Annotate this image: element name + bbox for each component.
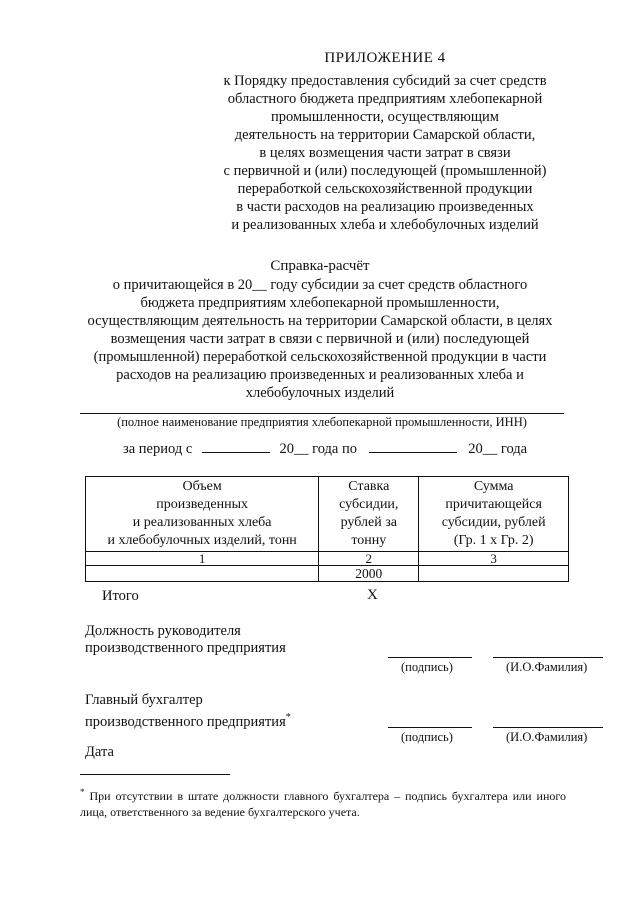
subtitle-line: возмещения части затрат в связи с первичной и (или) последующей [110,331,530,347]
accountant-block [85,692,291,731]
table-row [86,552,569,566]
document-subtitle [70,276,570,402]
period-line [123,438,527,458]
footnote-text: При отсутствии в штате должности главного бухгалтера – подпись бухгалтера или иного лица, ответственного за ведение бухгалтерского учета. [80,789,567,819]
volume-cell[interactable] [86,566,319,582]
annex-line: переработкой сельскохозяйственной продукции [237,181,533,197]
accountant-name-field[interactable] [493,727,603,728]
accountant-signature-field[interactable] [388,727,472,728]
annex-line: областного бюджета предприятиям хлебопекарной [227,91,543,107]
accountant-label: Главный бухгалтер производственного предприятия [85,692,286,730]
header-amount-text: Сумма причитающейся субсидии, рублей (Гр. 1 х Гр. 2) [441,479,546,548]
subtitle-line: (промышленной) переработкой сельскохозяйственной продукции в части [93,349,547,365]
header-rate-text: Ставка субсидии, рублей за тонну [339,479,399,548]
total-mark: Х [367,587,378,603]
annex-line: деятельность на территории Самарской области, [234,127,536,143]
header-volume [86,477,319,552]
accountant-signature-caption: (подпись) [401,730,453,744]
footnote [80,784,566,820]
document-title: Справка-расчёт [270,258,370,274]
period-prefix: за период с [123,441,193,457]
director-signature-caption: (подпись) [401,660,453,674]
accountant-footnote-mark: * [285,712,291,723]
subtitle-line: бюджета предприятиям хлебопекарной промышленности, [140,295,500,311]
col-number-3: 3 [419,552,569,566]
director-label: Должность руководителя производственного предприятия [85,623,286,656]
org-name-field[interactable] [80,413,564,414]
director-name-field[interactable] [493,657,603,658]
annex-line: и реализованных хлеба и хлебобулочных изделий [231,217,539,233]
header-amount [419,477,569,552]
calculation-table [85,476,569,582]
footnote-divider [80,774,230,775]
org-name-caption: (полное наименование предприятия хлебопекарной промышленности, ИНН) [117,415,527,429]
footnote-mark: * [80,787,85,797]
annex-description [195,72,575,234]
header-volume-text: Объем произведенных и реализованных хлеба и хлебобулочных изделий, тонн [107,479,297,548]
subtitle-line: расходов на реализацию произведенных и реализованных хлеба и [116,367,524,383]
subtitle-line: хлебобулочных изделий [245,385,395,401]
annex-line: с первичной и (или) последующей (промышленной) [223,163,547,179]
subtitle-line: осуществляющим деятельность на территории Самарской области, в целях [87,313,553,329]
header-rate [319,477,419,552]
annex-line: в части расходов на реализацию произведенных [236,199,534,215]
annex-line: промышленности, осуществляющим [271,109,499,125]
table-row [86,566,569,582]
period-end-field[interactable] [369,438,457,453]
annex-header [195,50,575,67]
period-mid: 20__ года по [279,441,358,457]
date-label: Дата [85,744,114,760]
period-start-field[interactable] [202,438,270,453]
amount-cell[interactable] [419,566,569,582]
table-header-row [86,477,569,552]
subtitle-line: о причитающейся в 20__ году субсидии за счет средств областного [112,277,528,293]
total-label: Итого [102,588,139,604]
col-number-2: 2 [319,552,419,566]
director-name-caption: (И.О.Фамилия) [506,660,588,674]
annex-title: ПРИЛОЖЕНИЕ 4 [324,50,446,66]
director-signature-field[interactable] [388,657,472,658]
accountant-name-caption: (И.О.Фамилия) [506,730,588,744]
annex-line: к Порядку предоставления субсидий за счет средств [223,73,547,89]
rate-cell: 2000 [319,566,419,582]
period-end: 20__ года [468,441,528,457]
annex-line: в целях возмещения части затрат в связи [259,145,511,161]
col-number-1: 1 [86,552,319,566]
